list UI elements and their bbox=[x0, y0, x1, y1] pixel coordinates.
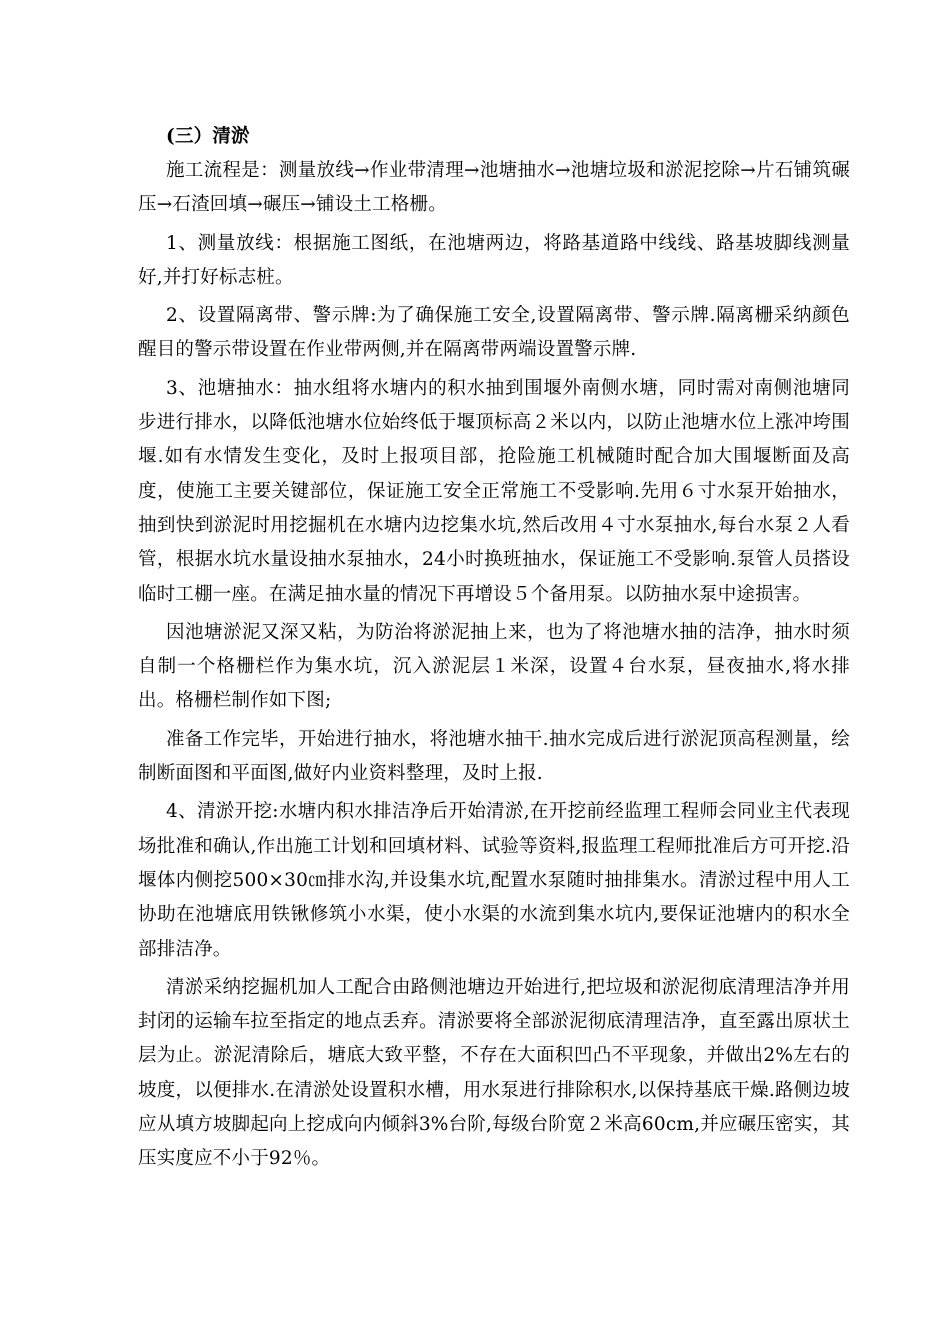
paragraph-dredging: 清淤采纳挖掘机加人工配合由路侧池塘边开始进行,把垃圾和淤泥彻底清理洁净并用封闭的运输车拉至指定的地点丢弃。清淤要将全部淤泥彻底清理洁净，直至露出原状土层为止。淤泥清除后，塘底大致平整，不存在大面积凹凸不平现象，并做出2%左右的坡度，以便排水.在清淤处设置积水槽，用水泵进行排除积水,以保持基底干燥.路侧边坡应从填方坡脚起向上挖成向内倾斜3%台阶,每级台阶宽２米高60cm,并应碾压密实，其压实度应不小于92％。 bbox=[138, 976, 850, 1170]
section-heading: (三）清淤 bbox=[166, 126, 250, 147]
paragraph-grating: 因池塘淤泥又深又粘，为防治将淤泥抽上来，也为了将池塘水抽的洁净，抽水时须自制一个格栅栏作为集水坑，沉入淤泥层１米深，设置４台水泵，昼夜抽水,将水排出。格栅栏制作如下图; bbox=[138, 621, 850, 712]
paragraph-preparation: 准备工作完毕，开始进行抽水，将池塘水抽干.抽水完成后进行淤泥顶高程测量，绘制断面图和平面图,做好内业资料整理，及时上报. bbox=[138, 728, 850, 785]
paragraph-process-flow: 施工流程是：测量放线→作业带清理→池塘抽水→池塘垃圾和淤泥挖除→片石铺筑碾压→石渣回填→碾压→铺设土工格栅。 bbox=[138, 160, 850, 216]
paragraph-excavation: 4、清淤开挖:水塘内积水排洁净后开始清淤,在开挖前经监理工程师会同业主代表现场批准和确认,作出施工计划和回填材料、试验等资料,报监理工程师批准后方可开挖.沿堰体内侧挖500×30㎝排水沟,并设集水坑,配置水泵随时抽排集水。清淤过程中用人工协助在池塘底用铁锹修筑小水渠，使小水渠的水流到集水坑内,要保证池塘内的积水全部排洁净。 bbox=[138, 801, 850, 960]
document-body bbox=[138, 120, 850, 1177]
paragraph-isolation: 2、设置隔离带、警示牌:为了确保施工安全,设置隔离带、警示牌.隔离栅采纳颜色醒目的警示带设置在作业带两侧,并在隔离带两端设置警示牌. bbox=[138, 305, 850, 361]
paragraph-survey: 1、测量放线：根据施工图纸，在池塘两边，将路基道路中线线、路基坡脚线测量好,并打好标志桩。 bbox=[138, 232, 850, 288]
paragraph-pumping: 3、池塘抽水：抽水组将水塘内的积水抽到围堰外南侧水塘，同时需对南侧池塘同步进行排水，以降低池塘水位始终低于堰顶标高２米以内，以防止池塘水位上涨冲垮围堰.如有水情发生变化，及时上报项目部，抢险施工机械随时配合加大围堰断面及高度，使施工主要关键部位，保证施工安全正常施工不受影响.先用６寸水泵开始抽水，抽到快到淤泥时用挖掘机在水塘内边挖集水坑,然后改用４寸水泵抽水,每台水泵２人看管，根据水坑水量设抽水泵抽水，24小时换班抽水，保证施工不受影响.泵管人员搭设临时工棚一座。在满足抽水量的情况下再增设５个备用泵。以防抽水泵中途损害。 bbox=[138, 377, 850, 605]
